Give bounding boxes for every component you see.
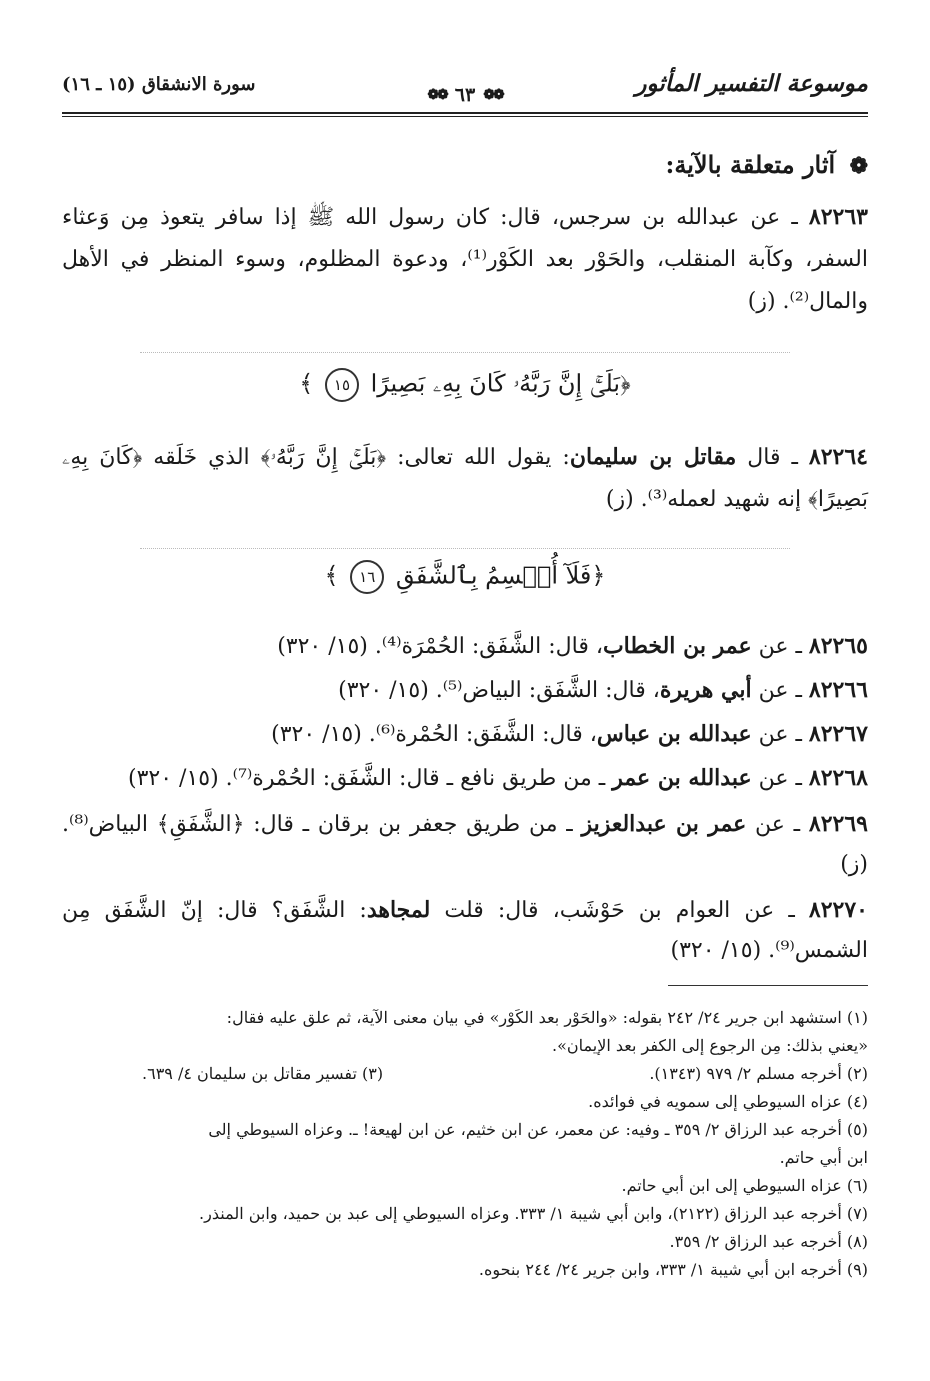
narration-text: : الشَّفَق؟ قال: إنّ الشَّفَق مِن الشمس⁽⁹⁾. (١٥/ ٣٢٠) (62, 898, 868, 963)
verse-number-marker: ١٦ (350, 560, 384, 594)
narrator-name: عمر بن عبدالعزيز (581, 811, 747, 837)
narration-text: ، قال: الشَّفَق: البياض⁽⁵⁾. (١٥/ ٣٢٠) (338, 678, 660, 703)
narrator-name: مقاتل بن سليمان (569, 444, 737, 470)
narration-82264 (62, 436, 868, 521)
verse-text: ﴿بَلَىٰٓۚ إِنَّ رَبَّهُۥ كَانَ بِهِۦ بَصِيرًا (370, 369, 631, 398)
narration-text: ، قال: الشَّفَق: الحُمْرَة⁽⁴⁾. (١٥/ ٣٢٠) (277, 634, 603, 659)
narration-82269 (62, 804, 868, 885)
footnote-1-cont: «يعني بذلك: مِن الرجوع إلى الكفر بعد الإيمان». (551, 1036, 868, 1055)
header-rule (62, 112, 868, 114)
header-rule-thin (62, 116, 868, 117)
narration-prefix: ـ عن (746, 812, 801, 837)
narration-number: ٨٢٢٦٨ (808, 765, 868, 791)
narration-prefix: ـ عن (751, 722, 802, 747)
verse-16 (62, 560, 868, 594)
narration-82265 (62, 626, 868, 667)
narration-text: ، قال: الشَّفَق: الحُمْرة⁽⁶⁾. (١٥/ ٣٢٠) (271, 722, 597, 747)
narrator-name: أبي هريرة (659, 677, 752, 703)
narration-prefix: ـ قال (736, 445, 798, 470)
footnote-1: (١) استشهد ابن جرير ٢٤/ ٢٤٢ بقوله: «والحَوْر بعد الكَوْر» في بيان معنى الآية، ثم علق عليه فقال: (226, 1008, 868, 1027)
narration-number: ٨٢٢٦٩ (808, 811, 868, 837)
footnote-9: (٩) أخرجه ابن أبي شيبة ١/ ٣٣٣، وابن جرير ٢٤/ ٢٤٤ بنحوه. (478, 1260, 868, 1279)
verse-15 (62, 368, 868, 402)
footnote-3: (٣) تفسير مقاتل بن سليمان ٤/ ٦٣٩. (142, 1064, 384, 1083)
footnote-7: (٧) أخرجه عبد الرزاق (٢١٢٢)، وابن أبي شيبة ١/ ٣٣٣. وعزاه السيوطي إلى عبد بن حميد، وابن المنذر. (199, 1204, 868, 1223)
narration-82263 (62, 196, 868, 323)
narration-number: ٨٢٢٦٤ (808, 444, 868, 470)
narration-number: ٨٢٢٧٠ (808, 897, 868, 923)
footnote-2: (٢) أخرجه مسلم ٢/ ٩٧٩ (١٣٤٣). (649, 1064, 868, 1083)
narration-text: ـ عن عبدالله بن سرجس، قال: كان رسول الله ﷺ إذا سافر يتعوذ مِن وَعثاء السفر، وكآبة المنقلب، والحَوْر بعد الكَوْر⁽¹⁾، ودعوة المظلوم، وسوء المنظر في الأهل والمال⁽²⁾. (ز) (62, 205, 868, 314)
narration-number: ٨٢٢٦٥ (808, 633, 868, 659)
narration-prefix: ـ عن العوام بن حَوْشَب، قال: قلت (430, 898, 795, 923)
narrator-name: عبدالله بن عباس (596, 721, 752, 747)
footnote-6: (٦) عزاه السيوطي إلى ابن أبي حاتم. (621, 1176, 868, 1195)
book-title: موسوعة التفسير المأثور (635, 70, 868, 97)
footnote-5: (٥) أخرجه عبد الرزاق ٢/ ٣٥٩ ـ وفيه: عن معمر، عن ابن خثيم، عن ابن لهيعة! ـ. وعزاه السيوطي إلى (208, 1120, 868, 1139)
narration-number: ٨٢٢٦٧ (808, 721, 868, 747)
page-number: ٦٣ (454, 84, 476, 106)
verse-number-marker: ١٥ (325, 368, 359, 402)
narration-prefix: ـ عن (751, 766, 802, 791)
footnote-4: (٤) عزاه السيوطي إلى سمويه في فوائده. (588, 1092, 868, 1111)
narration-number: ٨٢٢٦٣ (808, 204, 868, 230)
footnote-row-2-3 (62, 1060, 868, 1088)
narration-82270 (62, 890, 868, 971)
page-number-block (427, 84, 502, 106)
footnote-5-cont: ابن أبي حاتم. (779, 1148, 868, 1167)
section-title (666, 150, 868, 179)
verse-text: ﴿فَلَآ أُقۡسِمُ بِٱلشَّفَقِ (395, 561, 606, 590)
narrator-name: عبدالله بن عمر (612, 765, 752, 791)
narration-prefix: ـ عن (751, 634, 802, 659)
separator (140, 352, 790, 353)
ornament-icon: ❁❁ (427, 87, 447, 103)
narration-82266 (62, 670, 868, 711)
surah-range: سورة الانشقاق (١٥ ـ ١٦) (62, 74, 256, 95)
footnote-rule (668, 985, 868, 986)
footnote-8: (٨) أخرجه عبد الرزاق ٢/ ٣٥٩. (669, 1232, 868, 1251)
verse-close-bracket: ﴾ (324, 561, 339, 590)
section-title-text: آثار متعلقة بالآية: (665, 150, 836, 179)
narration-number: ٨٢٢٦٦ (808, 677, 868, 703)
footnotes (62, 1004, 868, 1284)
narration-text: : يقول الله تعالى: ﴿بَلَىٰٓۚ إِنَّ رَبَّهُۥ﴾ الذي خَلَقه ﴿كَانَ بِهِۦ بَصِيرًا﴾ إنه شهيد لعمله⁽³⁾. (ز) (62, 445, 868, 512)
verse-close-bracket: ﴾ (299, 369, 314, 398)
narrator-name: لمجاهد (366, 897, 431, 923)
narrator-name: عمر بن الخطاب (602, 633, 752, 659)
narration-text: ـ من طريق جعفر بن برقان ـ قال: ﴿الشَّفَقِ﴾ البياض⁽⁸⁾. (ز) (62, 812, 868, 877)
page-header (62, 70, 868, 110)
narration-prefix: ـ عن (751, 678, 802, 703)
narration-82267 (62, 714, 868, 755)
flower-icon: ❁ (849, 153, 868, 179)
narration-82268 (62, 758, 868, 799)
separator (140, 548, 790, 549)
narration-text: ـ من طريق نافع ـ قال: الشَّفَق: الحُمْرة⁽⁷⁾. (١٥/ ٣٢٠) (128, 766, 613, 791)
ornament-icon: ❁❁ (483, 87, 503, 103)
